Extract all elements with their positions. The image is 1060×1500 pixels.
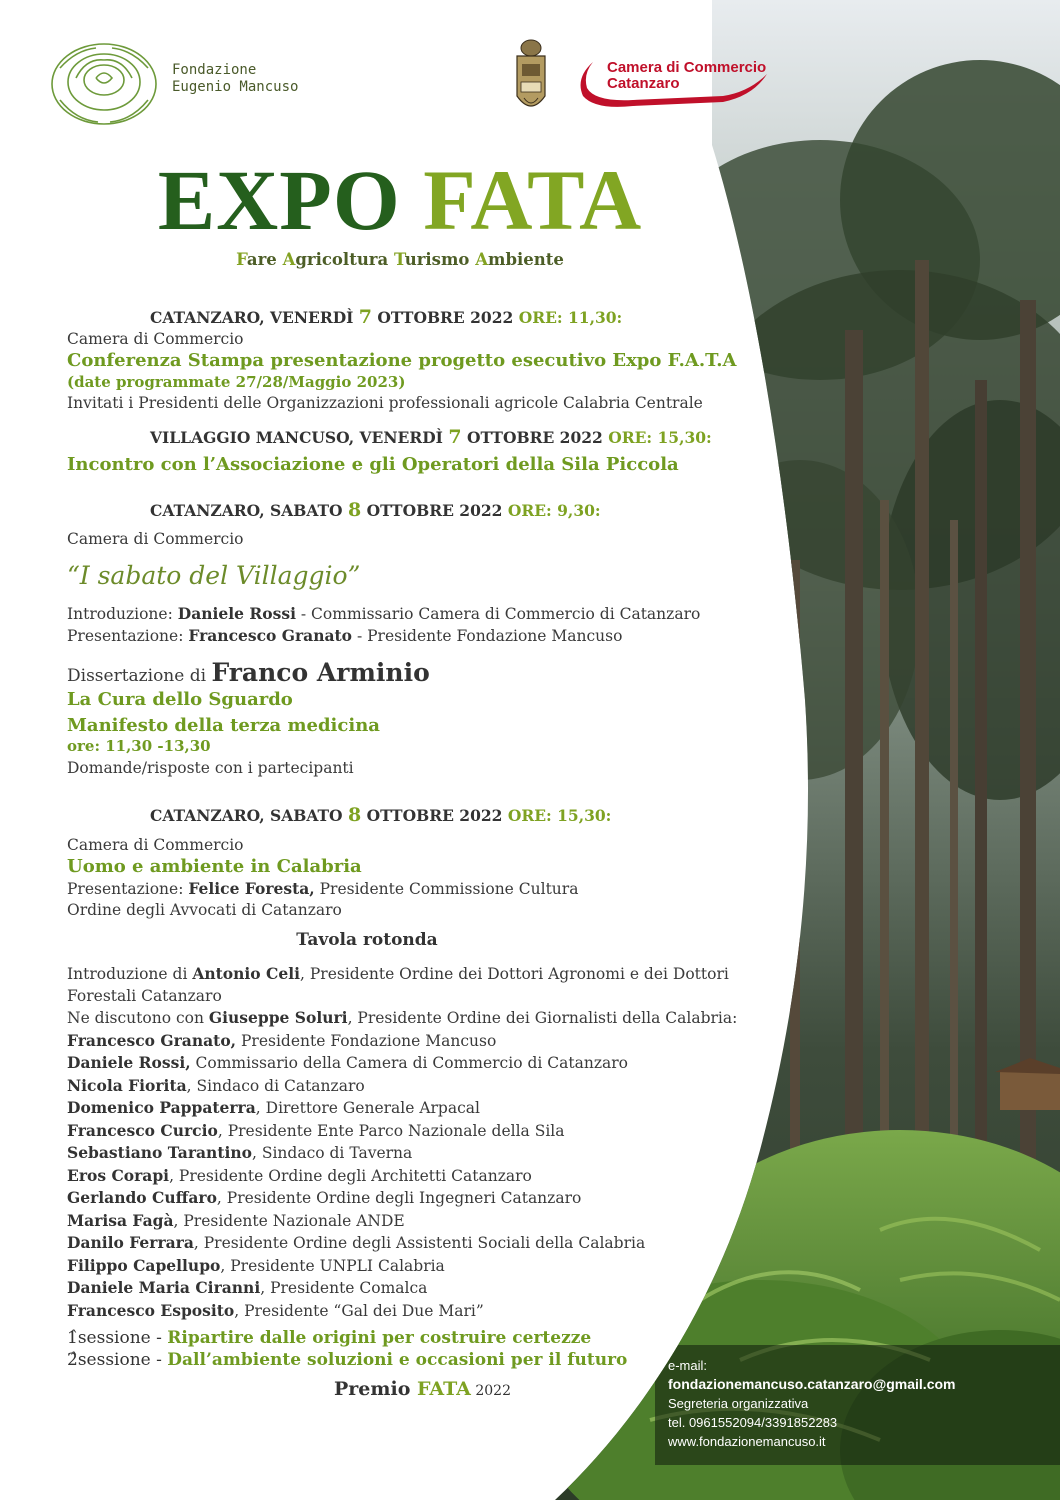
person-role: - Presidente Fondazione Mancuso	[352, 627, 623, 645]
event-time: ORE: 11,30:	[518, 308, 623, 327]
person-name: Felice Foresta,	[188, 878, 315, 898]
event4-place: Camera di Commercio	[67, 835, 244, 854]
person-name: Francesco Granato	[188, 626, 353, 645]
subtitle-word: urismo	[404, 250, 476, 269]
panel-item	[67, 1142, 747, 1165]
website-link[interactable]: www.fondazionemancuso.it	[668, 1434, 826, 1449]
premio-name: FATA	[417, 1378, 471, 1400]
panel-list	[67, 1030, 747, 1323]
person-role: - Commissario Camera di Commercio di Catanzaro	[295, 604, 701, 623]
person-name: Nicola Fiorita	[67, 1075, 187, 1095]
event-date-suffix: OTTOBRE 2022	[461, 427, 609, 447]
person-name: Danilo Ferrara	[67, 1233, 194, 1252]
event4-heading	[150, 805, 747, 827]
event3-intro	[67, 603, 747, 626]
panel-item	[67, 1165, 747, 1188]
panel-item	[67, 1052, 747, 1075]
camera-swoosh-icon	[573, 58, 769, 112]
person-name: Antonio Celi	[192, 964, 300, 983]
premio-label: Premio	[334, 1378, 417, 1400]
person-name: Francesco Granato,	[67, 1030, 237, 1050]
person-name: Giuseppe Soluri	[208, 1008, 348, 1027]
label: Ne discutono con	[67, 1009, 209, 1027]
event3-dissertation	[67, 657, 747, 688]
session-number: 1	[67, 1328, 78, 1348]
page-subtitle	[140, 250, 660, 269]
session-1	[67, 1328, 747, 1350]
person-role-continued: Forestali Catanzaro	[67, 986, 222, 1005]
person-role: , Presidente “Gal dei Due Mari”	[234, 1301, 484, 1320]
event-date-suffix: OTTOBRE 2022	[372, 308, 519, 327]
event-date-prefix: CATANZARO, SABATO	[150, 500, 348, 520]
camera-line-2: Catanzaro	[607, 75, 680, 92]
person-name: Francesco Esposito	[67, 1300, 235, 1320]
event-day: 8	[347, 804, 362, 826]
person-role-continued: Ordine degli Avvocati di Catanzaro	[67, 901, 342, 919]
panel-item	[67, 1030, 747, 1053]
round-table-heading: Tavola rotonda	[296, 929, 438, 950]
person-role: Presidente Commissione Cultura	[314, 879, 579, 898]
subtitle-cap: T	[393, 250, 405, 269]
event1-place: Camera di Commercio	[67, 329, 244, 348]
event3-presentation	[67, 625, 747, 648]
panel-item	[67, 1187, 747, 1210]
rose-logo-icon	[46, 38, 162, 130]
event4-presentation	[67, 878, 747, 901]
foundation-line-2: Eugenio Mancuso	[172, 79, 299, 95]
panel-item	[67, 1210, 747, 1233]
event-date-suffix: OTTOBRE 2022	[361, 806, 508, 825]
person-role: , Presidente Ordine dei Giornalisti della Calabria:	[347, 1009, 738, 1027]
event-time: ORE: 15,30:	[507, 806, 612, 825]
person-name: Gerlando Cuffaro	[67, 1188, 217, 1207]
session-number: 2	[67, 1349, 78, 1370]
page-title	[140, 150, 660, 250]
program-content	[67, 300, 747, 1403]
panel-item	[67, 1097, 747, 1120]
contact-info	[668, 1356, 1028, 1451]
subtitle-word: gricoltura	[295, 250, 394, 269]
person-role: , Presidente Ente Parco Nazionale della Sila	[217, 1121, 565, 1140]
event3-place: Camera di Commercio	[67, 530, 244, 548]
event1-heading	[150, 307, 747, 329]
event4-title: Uomo e ambiente in Calabria	[67, 856, 362, 877]
round-table-intro	[67, 963, 747, 986]
panel-item	[67, 1255, 747, 1278]
event3-title: “I sabato del Villaggio”	[67, 560, 361, 590]
panel-item	[67, 1300, 747, 1323]
person-role: , Presidente Nazionale ANDE	[173, 1211, 405, 1230]
event2-title: Incontro con l’Associazione e gli Operatori della Sila Piccola	[67, 454, 679, 475]
event2-heading	[150, 427, 747, 449]
round-table-moderator	[67, 1007, 747, 1030]
label: Introduzione di	[67, 965, 193, 983]
event-time: ORE: 15,30:	[608, 427, 712, 447]
person-name: Marisa Fagà	[67, 1210, 174, 1230]
premio-year: 2022	[470, 1383, 512, 1399]
person-role: , Presidente Ordine degli Architetti Catanzaro	[169, 1166, 532, 1185]
talk-title-1: La Cura dello Sguardo	[67, 689, 293, 710]
person-name: Daniele Rossi,	[67, 1053, 191, 1072]
event-day: 7	[448, 425, 462, 448]
email-label: e-mail:	[668, 1358, 708, 1373]
event-date-prefix: CATANZARO, SABATO	[150, 806, 348, 825]
panel-item	[67, 1277, 747, 1300]
label: Presentazione:	[67, 627, 189, 645]
panel-item	[67, 1120, 747, 1143]
person-role: Presidente Fondazione Mancuso	[236, 1031, 497, 1050]
label: Presentazione:	[67, 879, 189, 898]
title-expo: EXPO	[157, 152, 401, 248]
person-role: Commissario della Camera di Commercio di Catanzaro	[190, 1054, 628, 1072]
secretary-label: Segreteria organizzativa	[668, 1396, 809, 1411]
event3-heading	[150, 500, 747, 522]
person-role: , Presidente Comalca	[260, 1279, 428, 1297]
title-fata: FATA	[423, 152, 643, 248]
phone-numbers: tel. 0961552094/3391852283	[668, 1415, 838, 1430]
event-time: ORE: 9,30:	[507, 500, 601, 520]
subtitle-word: mbiente	[488, 250, 564, 269]
person-role: , Presidente Ordine dei Dottori Agronomi e dei Dottori	[300, 965, 729, 983]
person-role: , Presidente UNPLI Calabria	[220, 1256, 445, 1275]
session-2	[67, 1350, 747, 1372]
event-date-suffix: OTTOBRE 2022	[361, 500, 508, 520]
event-date-prefix: VILLAGGIO MANCUSO, VENERDÌ	[150, 427, 449, 447]
label: Dissertazione di	[67, 665, 212, 686]
subtitle-cap: A	[282, 250, 296, 269]
person-name: Eros Corapi	[67, 1165, 170, 1185]
person-name: Filippo Capellupo	[67, 1255, 221, 1275]
panel-item	[67, 1232, 747, 1255]
person-name: Daniele Rossi	[177, 603, 296, 623]
email-link[interactable]: fondazionemancuso.catanzaro@gmail.com	[668, 1376, 956, 1392]
speaker-name: Franco Arminio	[211, 657, 430, 687]
foundation-line-1: Fondazione	[172, 62, 257, 78]
event1-note: Invitati i Presidenti delle Organizzazioni professionali agricole Calabria Centrale	[67, 394, 703, 412]
coat-of-arms-icon	[512, 38, 550, 122]
person-role: , Presidente Ordine degli Ingegneri Catanzaro	[216, 1189, 582, 1207]
subtitle-cap: A	[475, 250, 488, 269]
event-date-prefix: CATANZARO, VENERDÌ	[150, 308, 359, 327]
person-name: Daniele Maria Ciranni	[67, 1278, 261, 1297]
talk-qa: Domande/risposte con i partecipanti	[67, 758, 354, 777]
event-day: 8	[347, 498, 362, 521]
event-day: 7	[358, 306, 373, 328]
person-name: Sebastiano Tarantino	[67, 1143, 252, 1162]
panel-item	[67, 1075, 747, 1098]
talk-time: ore: 11,30 -13,30	[67, 737, 211, 755]
session-title: Dall’ambiente soluzioni e occasioni per il futuro	[167, 1349, 628, 1370]
person-name: Francesco Curcio	[67, 1120, 218, 1140]
session-title: Ripartire dalle origini per costruire certezze	[167, 1328, 592, 1348]
session-label: sessione -	[77, 1328, 168, 1348]
label: Introduzione:	[67, 604, 178, 623]
person-role: , Sindaco di Catanzaro	[186, 1076, 365, 1095]
subtitle-cap: F	[236, 250, 247, 269]
event1-dates: (date programmate 27/28/Maggio 2023)	[67, 372, 406, 391]
person-role: , Direttore Generale Arpacal	[255, 1099, 480, 1117]
person-role: , Presidente Ordine degli Assistenti Sociali della Calabria	[193, 1234, 646, 1252]
foundation-name	[172, 62, 298, 96]
subtitle-word: are	[246, 250, 283, 269]
talk-title-2: Manifesto della terza medicina	[67, 714, 380, 736]
camera-line-1: Camera di Commercio	[607, 59, 767, 76]
event1-title: Conferenza Stampa presentazione progetto esecutivo Expo F.A.T.A	[67, 350, 737, 371]
person-role: , Sindaco di Taverna	[252, 1144, 413, 1162]
session-label: sessione -	[77, 1349, 168, 1370]
person-name: Domenico Pappaterra	[67, 1098, 256, 1117]
